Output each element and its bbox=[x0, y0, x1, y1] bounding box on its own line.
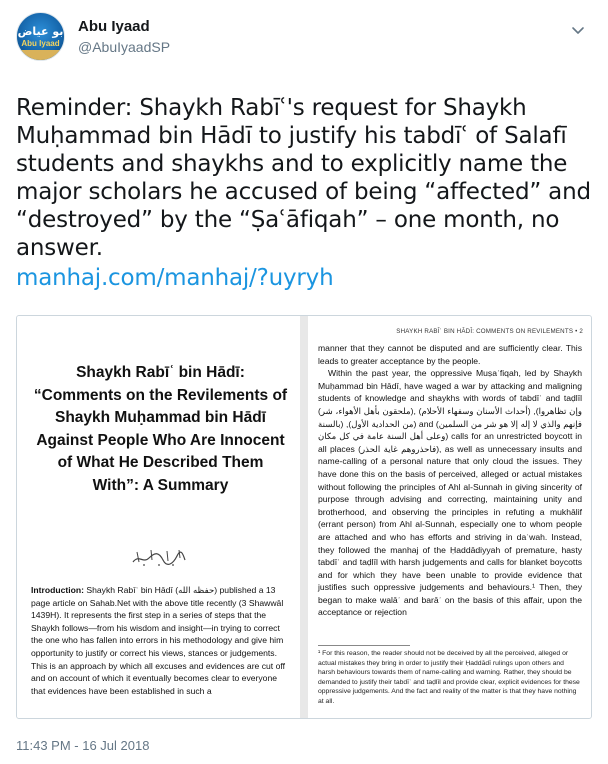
footnote: ¹ For this reason, the reader should not be deceived by all the perceived, alleged or actual mistakes they bring in order to justify their Ḥaddādī rulings upon others and harsh behaviours towards them of name-calling and warning. Rather, they should be demanded to justify their tabdīʿ and taḍlīl and provide clear, explicit evidences for these oppressive judgements. And the fact and reality of the matter is that they have nothing at all. bbox=[318, 650, 580, 705]
body-paragraph: manner that they cannot be disputed and are sufficiently clear. This leads to greater acceptance by the people. bbox=[318, 343, 582, 366]
document-page-right bbox=[308, 316, 592, 719]
document-title: Shaykh Rabīʿ bin Hādī: “Comments on the Revilements of Shaykh Muḥammad bin Hādī Against People Who Are Innocent of What He Described Them With”: A Summary bbox=[33, 364, 288, 494]
avatar-decoration bbox=[17, 50, 64, 60]
basmala-calligraphy-icon bbox=[129, 546, 189, 568]
author-handle[interactable]: @AbuIyaadSP bbox=[78, 39, 171, 55]
document-page-left bbox=[17, 316, 300, 719]
avatar[interactable] bbox=[16, 12, 65, 61]
tweet-timestamp[interactable]: 11:43 PM - 16 Jul 2018 bbox=[16, 738, 150, 753]
tweet-header bbox=[16, 12, 592, 64]
document-body bbox=[318, 342, 582, 619]
intro-text: Shaykh Rabīʿ bin Hādī (حفظه الله) published a 13 page article on Sahab.Net with the above title recently (3 Shawwāl 1439H). It represents the first step in a series of steps that the Shaykh follows—from his wisdom and insight—in trying to correct the one who has fallen into errors in his methodology and give him opportunity to justify or correct his views, stances or judgements. This is an approach by which all excuses and evidences are cut off and on account of which it eventually becomes clear to everyone that evidences have been established in such a bbox=[31, 585, 285, 696]
body-paragraph: Within the past year, the oppressive Muṣaʿfiqah, led by Shaykh Muḥammad bin Hādī, have waged a war by attacking and maligning students of knowledge and shaykhs with words of tabdīʿ and taḍlīl (ملحقون بأهل الأهواء، شر), (أحداث الأسنان وسفهاء الأحلام) ,(وإن تظاهروا بالسنة) ,(من الحدادية الأول) and (فإنهم والذي لا إله إلا هو شر من السلمين وعلى أهل السنة عامة في كل مكان) calls for an unrestricted boycott in all places (فاحذروهم غاية الحذر), as well as unnecessary insults and name-calling of a personal nature that only cloud the issues. They have done this on the basis of perceived, alleged or actual mistakes without following the principles of Ahl al-Sunnah in giving sincerity of purpose through advising and correcting, maintaining unity and brotherhood, and observing the principles in refuting a mukhālif (errant person) from Ahl al-Sunnah, especially one to whom people are attached and who has efforts and striving in daʿwah. Instead, they followed the manhaj of the Ḥaddādiyyah of premature, hasty tabdīʿ and taḍlīl with harsh judgements and calls for blanket boycotts and for which they have been unable to provide evidence that justifies such oppressive judgements and behaviours.¹ Then, they began to make walāʾ and barāʾ on the basis of this affair, upon the acceptance or rejection bbox=[318, 368, 583, 618]
tweet-body: Reminder: Shaykh Rabīʿ's request for Shaykh Muḥammad bin Hādī to justify his tabdīʿ of Salafī students and shaykhs and to explicitly name the major scholars he accused of being “affected” and “destroyed” by the “Ṣaʿāfiqah” – one month, no answer. bbox=[16, 95, 591, 261]
intro-label: Introduction: bbox=[31, 585, 84, 595]
author-name[interactable]: Abu Iyaad bbox=[78, 18, 150, 35]
footnote-divider bbox=[318, 645, 410, 646]
running-head: SHAYKH RABĪʿ BIN HĀDĪ: COMMENTS ON REVILEMENTS • 2 bbox=[396, 328, 583, 335]
attached-image[interactable] bbox=[16, 315, 592, 719]
tweet-link[interactable]: manhaj.com/manhaj/?uyryh bbox=[16, 265, 334, 291]
chevron-down-icon[interactable] bbox=[570, 22, 586, 38]
avatar-latin-text: Abu Iyaad bbox=[21, 39, 60, 48]
avatar-arabic-text: بو عياض bbox=[17, 25, 64, 38]
document-introduction bbox=[31, 584, 289, 697]
tweet-text bbox=[16, 94, 592, 292]
